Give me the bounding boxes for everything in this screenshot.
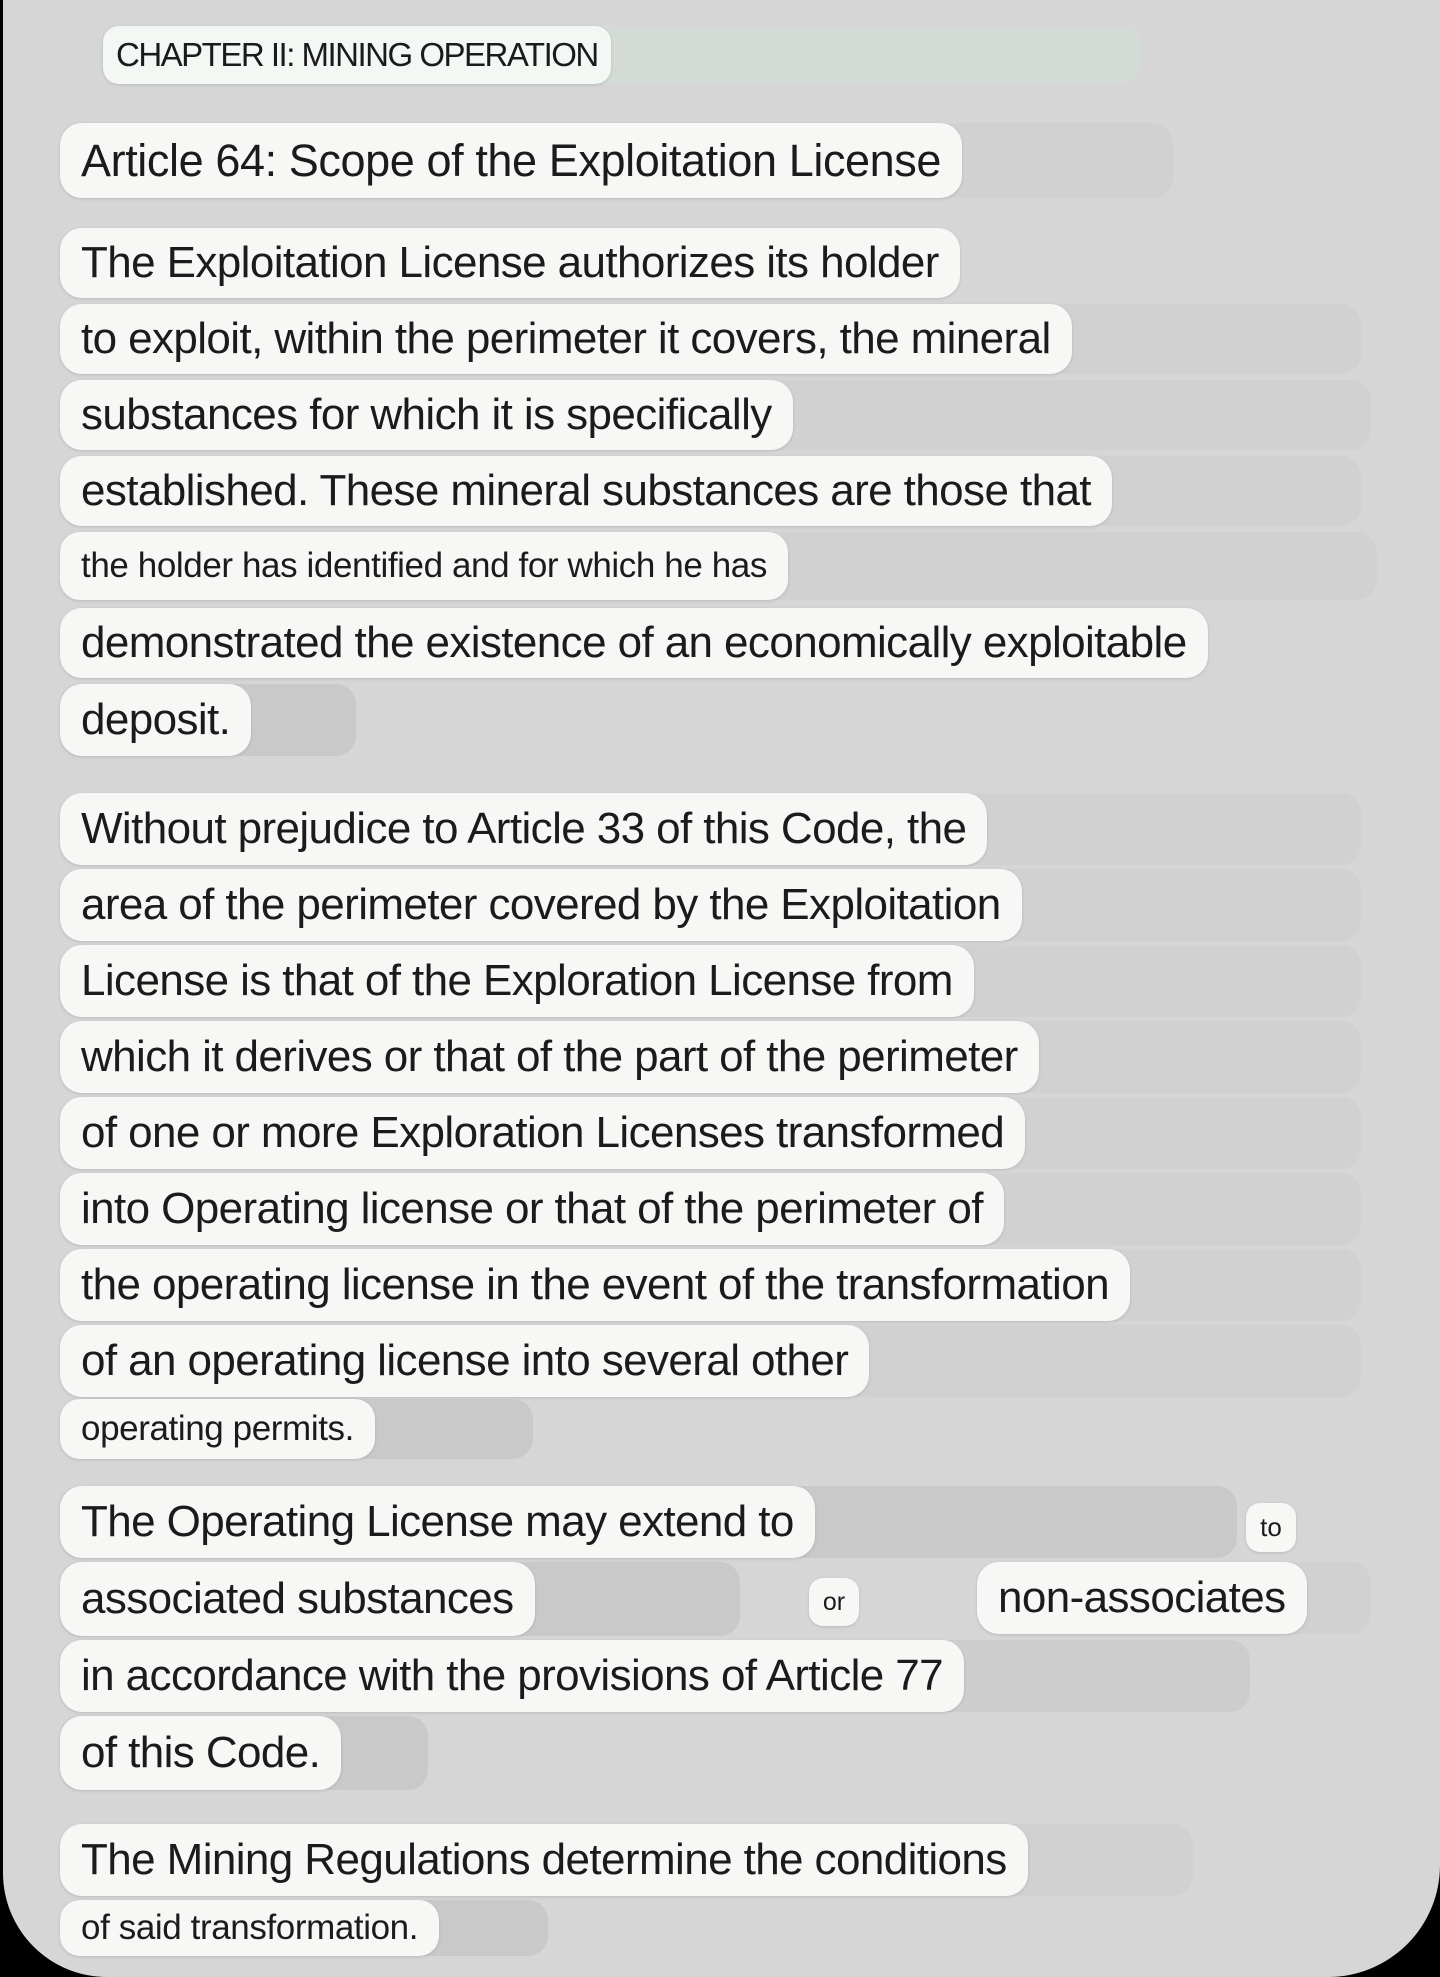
body-line-text: demonstrated the existence of an economically exploitable <box>81 618 1187 667</box>
body-line-text: in accordance with the provisions of Article 77 <box>81 1651 944 1700</box>
article-heading[interactable] <box>60 123 962 198</box>
article-heading-text: Article 64: Scope of the Exploitation License <box>81 134 942 186</box>
body-line-text: to exploit, within the perimeter it covers, the mineral <box>81 314 1051 363</box>
body-line-text: Without prejudice to Article 33 of this Code, the <box>81 804 967 853</box>
body-line-row <box>60 1325 869 1397</box>
body-line-text: deposit. <box>81 695 231 744</box>
body-line[interactable] <box>60 793 987 865</box>
chapter-heading-row <box>103 26 611 84</box>
body-line-row <box>60 945 974 1017</box>
article-heading-row <box>60 123 962 198</box>
body-line[interactable] <box>60 1399 375 1459</box>
body-line-text: The Exploitation License authorizes its holder <box>81 238 939 287</box>
chip-non-associates-text: non-associates <box>998 1573 1286 1622</box>
body-line-text: of one or more Exploration Licenses transformed <box>81 1108 1005 1157</box>
body-line[interactable] <box>60 456 1112 526</box>
body-line[interactable] <box>60 1562 535 1636</box>
body-line-text: of this Code. <box>81 1728 321 1777</box>
body-line-text: of said transformation. <box>81 1908 419 1947</box>
body-line-row <box>60 1249 1130 1321</box>
body-line[interactable] <box>60 1021 1039 1093</box>
chapter-heading[interactable] <box>103 26 611 84</box>
body-line-row <box>60 228 960 298</box>
body-line[interactable] <box>60 869 1022 941</box>
body-line-row <box>60 380 793 450</box>
body-line[interactable] <box>60 1716 341 1790</box>
body-line-text: which it derives or that of the part of the perimeter <box>81 1032 1018 1081</box>
body-line[interactable] <box>60 1900 439 1956</box>
body-line-text: associated substances <box>81 1574 514 1623</box>
body-line[interactable] <box>60 1097 1025 1169</box>
body-line[interactable] <box>60 945 974 1017</box>
chapter-heading-text: CHAPTER II: MINING OPERATION <box>116 36 598 73</box>
body-line-row <box>60 1021 1039 1093</box>
body-line[interactable] <box>60 380 793 450</box>
chip-non-associates-row <box>977 1562 1307 1634</box>
body-line-row <box>60 304 1072 374</box>
body-line-text: substances for which it is specifically <box>81 390 772 439</box>
chip-non-associates[interactable] <box>977 1562 1307 1634</box>
body-line[interactable] <box>60 684 251 756</box>
body-line[interactable] <box>60 608 1208 678</box>
chip-or-text: or <box>822 1587 846 1616</box>
body-line[interactable] <box>60 1325 869 1397</box>
body-line-row <box>60 684 251 756</box>
body-line[interactable] <box>60 1824 1028 1896</box>
body-line-row <box>60 608 1208 678</box>
body-line-row <box>60 1824 1028 1896</box>
body-line-row <box>60 793 987 865</box>
body-line-row <box>60 532 788 600</box>
body-line-row <box>60 1399 375 1459</box>
body-line-row <box>60 456 1112 526</box>
body-line-row <box>60 1716 341 1790</box>
body-line-text: established. These mineral substances are those that <box>81 466 1091 515</box>
body-line-row <box>60 1173 1004 1245</box>
body-line-row <box>60 1097 1025 1169</box>
body-line-text: into Operating license or that of the perimeter of <box>81 1184 983 1233</box>
body-line-text: operating permits. <box>81 1409 354 1448</box>
chip-to-row <box>1246 1503 1296 1552</box>
body-line[interactable] <box>60 1249 1130 1321</box>
body-line[interactable] <box>60 1173 1004 1245</box>
body-line-text: License is that of the Exploration License from <box>81 956 953 1005</box>
body-line[interactable] <box>60 532 788 600</box>
body-line-text: the operating license in the event of the transformation <box>81 1260 1109 1309</box>
body-line-row <box>60 1900 439 1956</box>
chip-to-text: to <box>1260 1512 1282 1542</box>
body-line-text: of an operating license into several other <box>81 1336 849 1385</box>
body-line-text: the holder has identified and for which he has <box>81 546 767 585</box>
body-line[interactable] <box>60 228 960 298</box>
body-line-row <box>60 1486 815 1558</box>
chip-to[interactable] <box>1246 1503 1296 1552</box>
body-line[interactable] <box>60 304 1072 374</box>
body-line[interactable] <box>60 1640 964 1712</box>
body-line-text: area of the perimeter covered by the Exploitation <box>81 880 1001 929</box>
body-line-text: The Operating License may extend to <box>81 1497 794 1546</box>
body-line[interactable] <box>60 1486 815 1558</box>
chip-or[interactable] <box>809 1578 859 1626</box>
body-line-text: The Mining Regulations determine the conditions <box>81 1835 1007 1884</box>
body-line-row <box>60 1640 964 1712</box>
document-sheet <box>3 0 1440 1977</box>
body-line-row <box>60 869 1022 941</box>
body-line-row <box>60 1562 535 1636</box>
chip-or-row <box>809 1578 859 1626</box>
